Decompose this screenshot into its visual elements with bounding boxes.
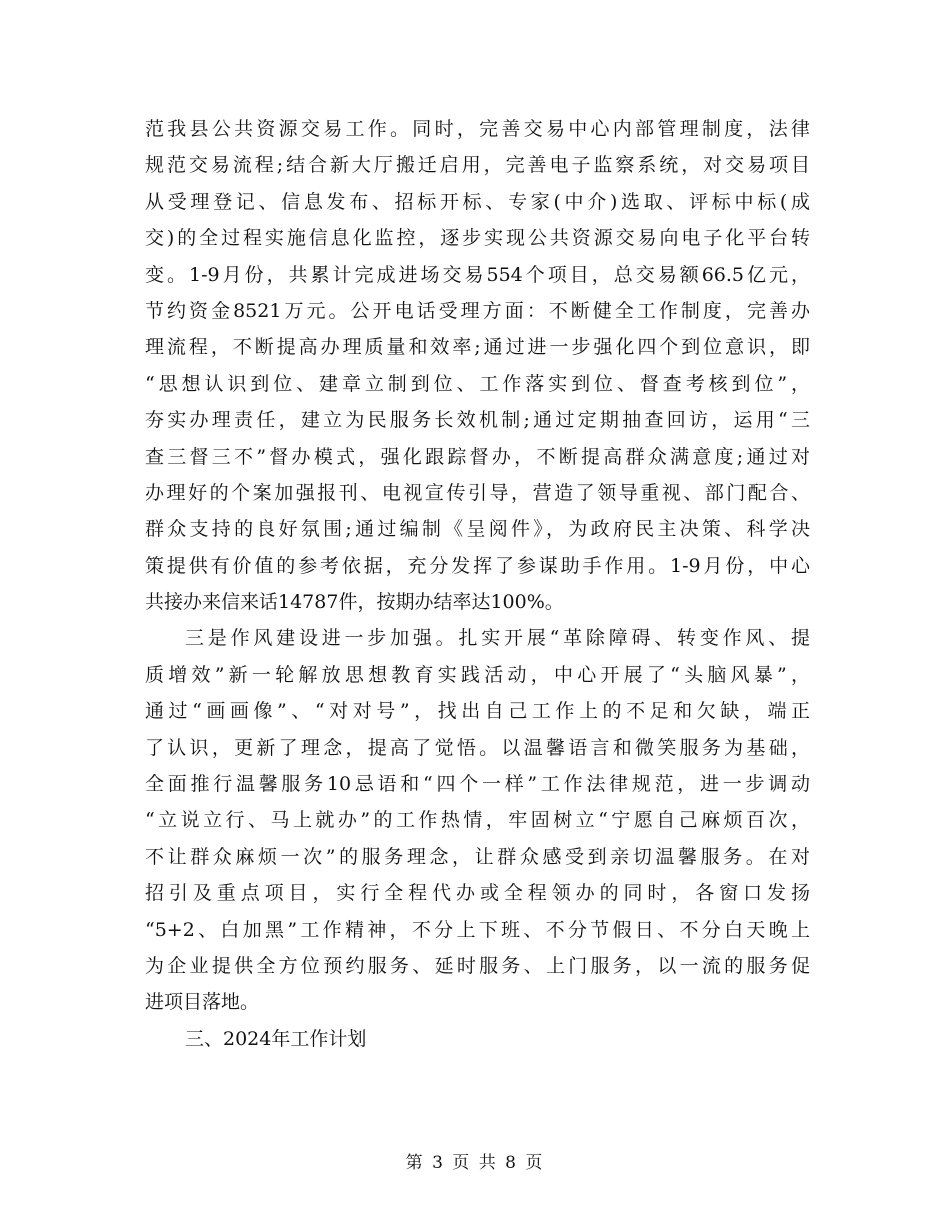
body-line-6: 节约资金8521万元。公开电话受理方面：不断健全工作制度，完善办 bbox=[145, 299, 810, 322]
body-line-5: 变。1-9月份，共累计完成进场交易554个项目，总交易额66.5亿元， bbox=[145, 263, 810, 286]
section-heading: 三、2024年工作计划 bbox=[185, 1027, 367, 1050]
body-line-16: 质增效”新一轮解放思想教育实践活动，中心开展了“头脑风暴”， bbox=[145, 663, 810, 686]
body-line-1: 范我县公共资源交易工作。同时，完善交易中心内部管理制度，法律 bbox=[145, 118, 810, 140]
body-line-17: 通过“画画像”、“对对号”，找出自己工作上的不足和欠缺，端正 bbox=[145, 700, 810, 723]
body-line-23: “5+2、白加黑”工作精神，不分上下班、不分节假日、不分白天晚上 bbox=[145, 918, 810, 941]
body-line-11: 办理好的个案加强报刊、电视宣传引导，营造了领导重视、部门配合、 bbox=[145, 481, 810, 504]
body-line-7: 理流程，不断提高办理质量和效率;通过进一步强化四个到位意识，即 bbox=[145, 336, 810, 359]
body-line-20: “立说立行、马上就办”的工作热情，牢固树立“宁愿自己麻烦百次， bbox=[145, 809, 810, 832]
body-line-21: 不让群众麻烦一次”的服务理念，让群众感受到亲切温馨服务。在对 bbox=[145, 845, 810, 868]
body-line-9: 夯实办理责任，建立为民服务长效机制;通过定期抽查回访，运用“三 bbox=[145, 409, 810, 432]
body-line-14: 共接办来信来话14787件，按期办结率达100%。 bbox=[145, 591, 564, 614]
body-line-25: 进项目落地。 bbox=[145, 991, 260, 1014]
page-number-footer: 第 3 页 共 8 页 bbox=[405, 1153, 545, 1173]
body-line-12: 群众支持的良好氛围;通过编制《呈阅件》，为政府民主决策、科学决 bbox=[145, 518, 810, 541]
body-line-22: 招引及重点项目，实行全程代办或全程领办的同时，各窗口发扬 bbox=[145, 882, 810, 905]
body-line-24: 为企业提供全方位预约服务、延时服务、上门服务，以一流的服务促 bbox=[145, 954, 810, 977]
body-line-2: 规范交易流程;结合新大厅搬迁启用，完善电子监察系统，对交易项目 bbox=[145, 154, 810, 177]
body-line-18: 了认识，更新了理念，提高了觉悟。以温馨语言和微笑服务为基础， bbox=[145, 736, 810, 759]
body-line-19: 全面推行温馨服务10忌语和“四个一样”工作法律规范，进一步调动 bbox=[145, 773, 810, 796]
body-line-15: 三是作风建设进一步加强。扎实开展“革除障碍、转变作风、提 bbox=[185, 627, 810, 650]
body-line-4: 交)的全过程实施信息化监控，逐步实现公共资源交易向电子化平台转 bbox=[145, 227, 810, 250]
body-line-10: 查三督三不”督办模式，强化跟踪督办，不断提高群众满意度;通过对 bbox=[145, 445, 810, 468]
body-line-13: 策提供有价值的参考依据，充分发挥了参谋助手作用。1-9月份，中心 bbox=[145, 554, 810, 577]
document-body bbox=[145, 111, 810, 1057]
body-line-8: “思想认识到位、建章立制到位、工作落实到位、督查考核到位”， bbox=[145, 372, 810, 395]
body-line-3: 从受理登记、信息发布、招标开标、专家(中介)选取、评标中标(成 bbox=[145, 190, 810, 213]
